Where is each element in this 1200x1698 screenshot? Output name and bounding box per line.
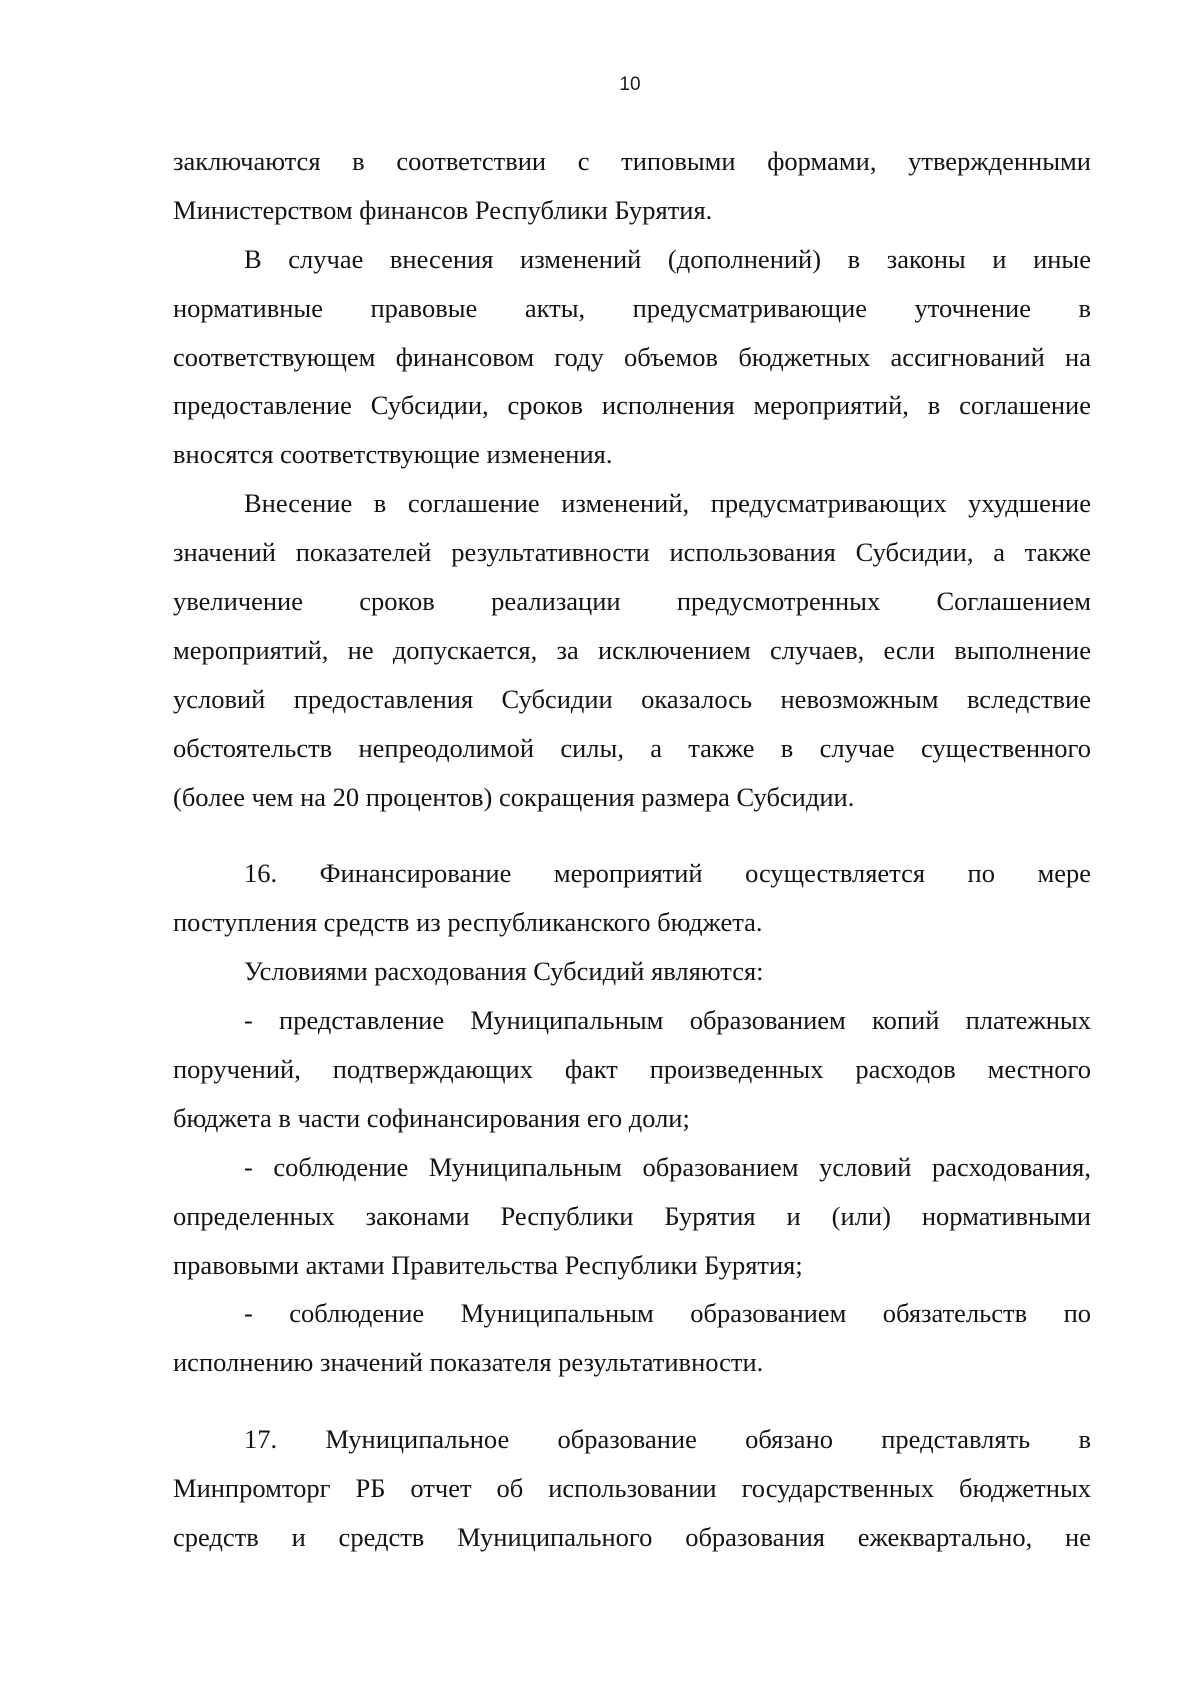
text-line: обстоятельств непреодолимой силы, а также в случае существенного	[173, 732, 1091, 763]
text-line: нормативные правовые акты, предусматривающие уточнение в	[173, 292, 1091, 323]
text-line: исполнению значений показателя результативности.	[173, 1347, 764, 1378]
document-body	[173, 137, 1091, 1562]
text-line: средств и средств Муниципального образования ежеквартально, не	[173, 1522, 1091, 1553]
page-number: 10	[619, 74, 641, 95]
paragraph-item-16	[173, 849, 1091, 947]
text-line: (более чем на 20 процентов) сокращения размера Субсидии.	[173, 781, 855, 812]
text-line: Министерством финансов Республики Бурятия.	[173, 194, 713, 225]
text-line: предоставление Субсидии, сроков исполнения мероприятий, в соглашение	[173, 390, 1091, 421]
paragraph-gap	[173, 821, 1091, 849]
list-item-obligations	[173, 1289, 1091, 1387]
paragraph-restrictions	[173, 479, 1091, 821]
paragraph-amendments	[173, 235, 1091, 479]
text-line: - представление Муниципальным образованием копий платежных	[244, 1005, 1091, 1036]
text-line: поступления средств из республиканского бюджета.	[173, 907, 763, 938]
text-line: условий предоставления Субсидии оказалось невозможным вследствие	[173, 683, 1091, 714]
paragraph-item-17	[173, 1415, 1091, 1562]
text-line: определенных законами Республики Бурятия и (или) нормативными	[173, 1200, 1091, 1231]
text-line: заключаются в соответствии с типовыми формами, утвержденными	[173, 146, 1091, 176]
paragraph-continuation	[173, 137, 1091, 235]
text-line: - соблюдение Муниципальным образованием условий расходования,	[244, 1151, 1091, 1182]
text-line: Условиями расходования Субсидий являются:	[244, 956, 764, 987]
text-line: увеличение сроков реализации предусмотренных Соглашением	[173, 586, 1091, 617]
text-line: поручений, подтверждающих факт произведенных расходов местного	[173, 1054, 1091, 1085]
text-line: 16. Финансирование мероприятий осуществляется по мере	[244, 858, 1091, 889]
text-line: Минпромторг РБ отчет об использовании государственных бюджетных	[173, 1473, 1091, 1504]
text-line: бюджета в части софинансирования его доли;	[173, 1102, 690, 1133]
paragraph-conditions-intro	[173, 947, 1091, 996]
text-line: мероприятий, не допускается, за исключением случаев, если выполнение	[173, 634, 1091, 665]
text-line: - соблюдение Муниципальным образованием обязательств по	[244, 1298, 1091, 1329]
text-line: 17. Муниципальное образование обязано представлять в	[244, 1424, 1091, 1455]
text-line: В случае внесения изменений (дополнений) в законы и иные	[244, 243, 1091, 274]
text-line: значений показателей результативности использования Субсидии, а также	[173, 537, 1091, 568]
text-line: вносятся соответствующие изменения.	[173, 439, 613, 470]
text-line: Внесение в соглашение изменений, предусматривающих ухудшение	[244, 488, 1091, 519]
list-item-spending-conditions	[173, 1143, 1091, 1290]
paragraph-gap	[173, 1387, 1091, 1415]
text-line: правовыми актами Правительства Республики Бурятия;	[173, 1249, 803, 1280]
list-item-payment-orders	[173, 996, 1091, 1143]
text-line: соответствующем финансовом году объемов бюджетных ассигнований на	[173, 341, 1091, 372]
